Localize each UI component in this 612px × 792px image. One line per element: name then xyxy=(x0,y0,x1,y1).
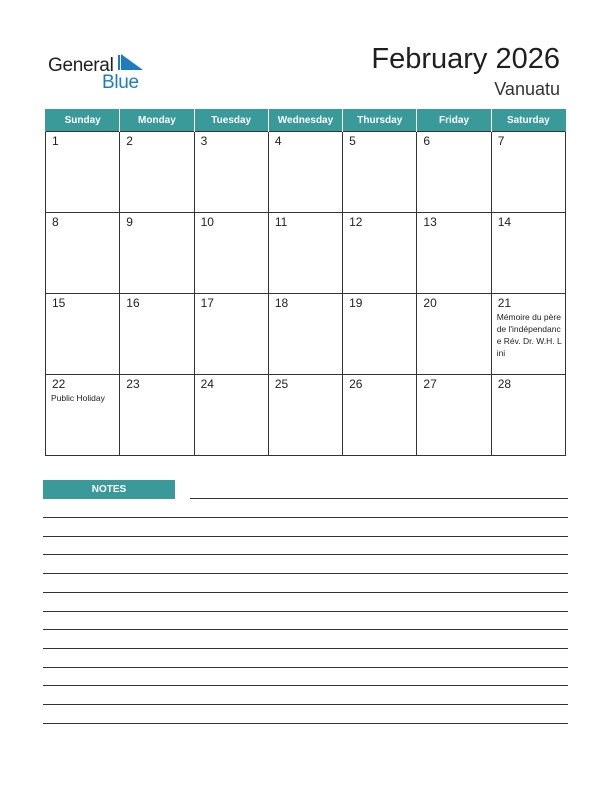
calendar-day-cell xyxy=(46,294,120,375)
day-number: 28 xyxy=(497,377,512,391)
day-number: 27 xyxy=(423,377,437,391)
calendar-week-row xyxy=(46,375,566,456)
calendar-week-row xyxy=(46,294,566,375)
notes-line xyxy=(43,629,568,630)
calendar-day-cell xyxy=(417,213,491,294)
calendar-day-cell xyxy=(417,132,491,213)
day-number: 19 xyxy=(349,296,363,310)
calendar-day-cell xyxy=(120,375,194,456)
weekday-tuesday: Tuesday xyxy=(194,109,268,132)
calendar-day-cell xyxy=(417,375,491,456)
day-number: 20 xyxy=(423,296,437,310)
calendar-day-cell xyxy=(491,375,565,456)
calendar-day-cell xyxy=(120,132,194,213)
day-number: 21 xyxy=(497,296,512,310)
calendar-title: February 2026 xyxy=(371,43,560,75)
day-number: 1 xyxy=(52,134,59,148)
weekday-monday: Monday xyxy=(120,109,194,132)
calendar-country: Vanuatu xyxy=(494,79,560,99)
calendar-day-cell xyxy=(194,294,268,375)
day-number: 9 xyxy=(126,215,133,229)
notes-line xyxy=(43,554,568,555)
notes-line xyxy=(43,517,568,518)
weekday-thursday: Thursday xyxy=(343,109,417,132)
weekday-friday: Friday xyxy=(417,109,491,132)
day-number: 10 xyxy=(200,215,214,229)
calendar-day-cell xyxy=(417,294,491,375)
calendar-day-cell xyxy=(343,294,417,375)
calendar-day-cell xyxy=(120,213,194,294)
weekday-wednesday: Wednesday xyxy=(268,109,342,132)
logo-bar-icon xyxy=(118,55,120,70)
calendar-day-cell xyxy=(194,213,268,294)
day-number: 5 xyxy=(349,134,356,148)
day-number: 23 xyxy=(126,377,140,391)
calendar-day-cell xyxy=(343,132,417,213)
holiday-event: Public Holiday xyxy=(51,393,105,403)
day-number: 16 xyxy=(126,296,140,310)
calendar-day-cell xyxy=(491,132,565,213)
calendar-day-cell xyxy=(46,213,120,294)
calendar-day-cell xyxy=(46,375,120,456)
calendar-day-cell xyxy=(491,213,565,294)
notes-line xyxy=(43,648,568,649)
calendar-day-cell xyxy=(194,375,268,456)
calendar-day-cell xyxy=(343,375,417,456)
holiday-event: Mémoire du père de l'indépendance Rév. Dr. W.H. Lini xyxy=(496,312,562,358)
notes-line xyxy=(43,667,568,668)
day-number: 2 xyxy=(126,134,133,148)
notes-line xyxy=(190,498,568,499)
calendar-day-cell xyxy=(120,294,194,375)
calendar-day-cell xyxy=(491,294,565,375)
notes-line xyxy=(43,685,568,686)
weekday-header-row xyxy=(46,109,566,132)
weekday-saturday: Saturday xyxy=(491,109,565,132)
logo-text-blue: Blue xyxy=(102,72,139,93)
day-number: 3 xyxy=(200,134,208,148)
day-number: 17 xyxy=(200,296,214,310)
logo-text-general: General xyxy=(48,55,114,76)
generalblue-logo xyxy=(48,52,148,92)
calendar-day-cell xyxy=(194,132,268,213)
notes-line xyxy=(43,573,568,574)
calendar-day-cell xyxy=(343,213,417,294)
day-number: 13 xyxy=(423,215,437,229)
calendar-week-row xyxy=(46,213,566,294)
day-number: 22 xyxy=(52,377,66,391)
day-number: 24 xyxy=(200,377,214,391)
notes-line xyxy=(43,704,568,705)
calendar-grid xyxy=(45,109,566,456)
notes-label: NOTES xyxy=(43,480,175,499)
notes-line xyxy=(43,611,568,612)
weekday-sunday: Sunday xyxy=(46,109,120,132)
calendar-day-cell xyxy=(268,294,342,375)
notes-line xyxy=(43,592,568,593)
day-number: 26 xyxy=(349,377,363,391)
day-number: 4 xyxy=(274,134,282,148)
day-number: 14 xyxy=(497,215,512,229)
day-number: 11 xyxy=(274,215,288,229)
day-number: 15 xyxy=(52,296,66,310)
day-number: 8 xyxy=(52,215,59,229)
calendar-day-cell xyxy=(268,213,342,294)
day-number: 25 xyxy=(274,377,289,391)
calendar-day-cell xyxy=(268,375,342,456)
logo-triangle-icon xyxy=(121,54,143,70)
day-number: 18 xyxy=(274,296,289,310)
calendar-day-cell xyxy=(46,132,120,213)
calendar-week-row xyxy=(46,132,566,213)
day-number: 7 xyxy=(497,134,505,148)
notes-line xyxy=(43,723,568,724)
notes-line xyxy=(43,536,568,537)
day-number: 6 xyxy=(423,134,431,148)
day-number: 12 xyxy=(349,215,363,229)
calendar-day-cell xyxy=(268,132,342,213)
calendar-body xyxy=(46,132,566,456)
